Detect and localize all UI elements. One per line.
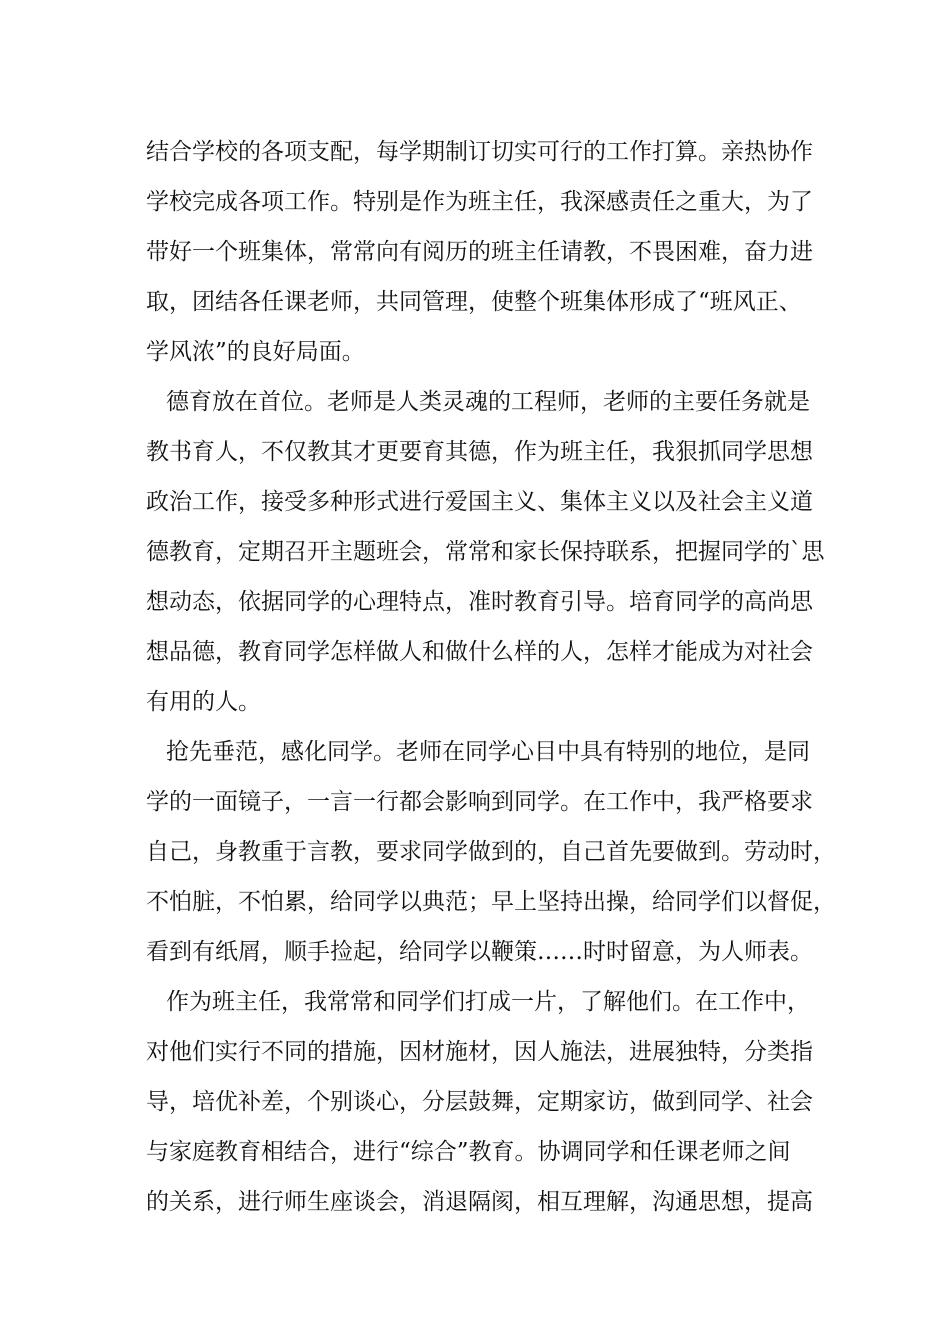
text-line: 不怕脏，不怕累，给同学以典范；早上坚持出操，给同学们以督促， xyxy=(146,889,836,915)
text-line: 学的一面镜子，一言一行都会影响到同学。在工作中，我严格要求 xyxy=(146,789,813,815)
text-line: 想品德，教育同学怎样做人和做什么样的人，怎样才能成为对社会 xyxy=(146,639,813,665)
text-line: 有用的人。 xyxy=(146,689,261,715)
text-line: 学校完成各项工作。特别是作为班主任，我深感责任之重大，为了 xyxy=(146,189,813,215)
text-line: 教书育人，不仅教其才更要育其德，作为班主任，我狠抓同学思想 xyxy=(146,439,813,465)
text-line: 结合学校的各项支配，每学期制订切实可行的工作打算。亲热协作 xyxy=(146,139,813,165)
text-line: 取，团结各任课老师，共同管理，使整个班集体形成了“班风正、 xyxy=(146,289,802,315)
text-line: 导，培优补差，个别谈心，分层鼓舞，定期家访，做到同学、社会 xyxy=(146,1089,813,1115)
text-line: 的关系，进行师生座谈会，消退隔阂，相互理解，沟通思想，提高 xyxy=(146,1189,813,1215)
text-line: 德教育，定期召开主题班会，常常和家长保持联系，把握同学的`思 xyxy=(146,539,825,565)
text-line: 德育放在首位。老师是人类灵魂的工程师，老师的主要任务就是 xyxy=(166,389,810,415)
text-line: 看到有纸屑，顺手捡起，给同学以鞭策……时时留意，为人师表。 xyxy=(146,939,813,965)
text-line: 抢先垂范，感化同学。老师在同学心目中具有特别的地位，是同 xyxy=(166,739,810,765)
text-line: 对他们实行不同的措施，因材施材，因人施法，进展独特，分类指 xyxy=(146,1039,813,1065)
text-line: 带好一个班集体，常常向有阅历的班主任请教，不畏困难，奋力进 xyxy=(146,239,813,265)
text-line: 想动态，依据同学的心理特点，准时教育引导。培育同学的高尚思 xyxy=(146,589,813,615)
text-line: 学风浓”的良好局面。 xyxy=(146,339,365,365)
text-line: 作为班主任，我常常和同学们打成一片，了解他们。在工作中， xyxy=(166,989,810,1015)
text-line: 政治工作，接受多种形式进行爱国主义、集体主义以及社会主义道 xyxy=(146,489,813,515)
text-line: 与家庭教育相结合，进行“综合”教育。协调同学和任课老师之间 xyxy=(146,1139,791,1165)
text-line: 自己，身教重于言教，要求同学做到的，自己首先要做到。劳动时， xyxy=(146,839,836,865)
